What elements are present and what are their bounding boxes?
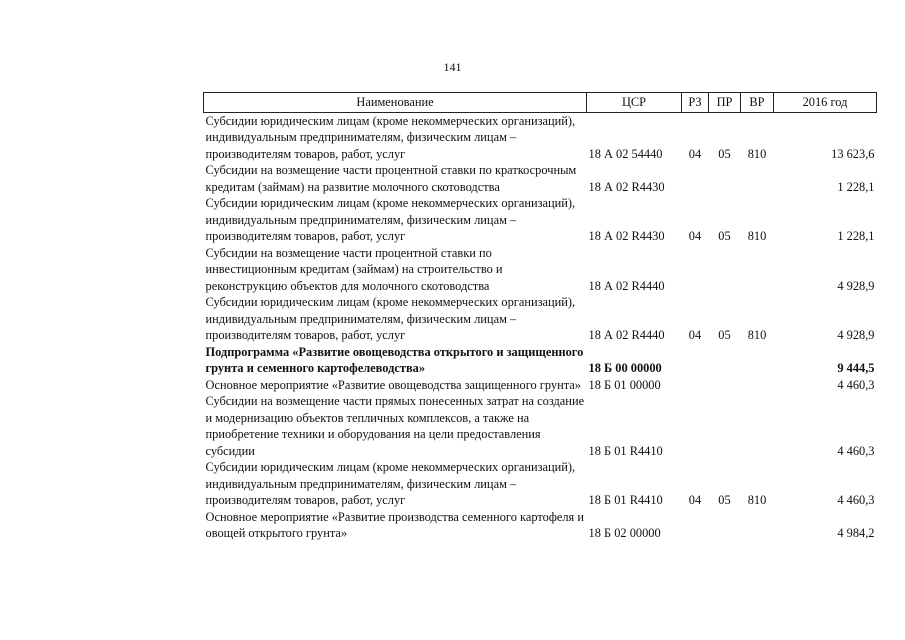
- row-name: Субсидии юридическим лицам (кроме некоммерческих организаций), индивидуальным предпринимателям, физическим лицам – производителям товаров, работ, услуг: [205, 113, 576, 161]
- row-rz: 04: [688, 328, 702, 342]
- row-amount: 1 228,1: [837, 229, 875, 243]
- row-csr: 18 А 02 R4440: [588, 278, 665, 293]
- row-rz: [682, 245, 709, 295]
- header-name: Наименование: [204, 93, 587, 113]
- header-year: 2016 год: [774, 93, 877, 113]
- row-rz: 04: [688, 493, 702, 507]
- row-name: Подпрограмма «Развитие овощеводства открытого и защищенного грунта и семенного картофелеводства»: [205, 344, 584, 375]
- row-csr: 18 Б 00 00000: [588, 361, 662, 375]
- row-pr: 05: [718, 229, 731, 243]
- row-vr: [741, 377, 774, 394]
- row-rz: [682, 377, 709, 394]
- row-pr: [709, 162, 741, 195]
- table-row: [204, 112, 877, 162]
- row-rz: [682, 393, 709, 459]
- header-rz: РЗ: [682, 93, 709, 113]
- row-pr: [709, 377, 741, 394]
- header-csr: ЦСР: [587, 93, 682, 113]
- row-rz: 04: [688, 229, 702, 243]
- row-amount: 4 928,9: [837, 278, 875, 293]
- row-pr: [709, 509, 741, 542]
- row-csr: 18 А 02 54440: [588, 146, 663, 161]
- row-amount: 4 460,3: [837, 493, 875, 507]
- table-row: [204, 195, 877, 245]
- row-vr: [741, 393, 774, 459]
- table-row: [204, 509, 877, 542]
- table-row: [204, 459, 877, 509]
- row-rz: [682, 509, 709, 542]
- row-vr: [741, 162, 774, 195]
- table-row: [204, 377, 877, 394]
- row-name: Субсидии юридическим лицам (кроме некоммерческих организаций), индивидуальным предпринимателям, физическим лицам – производителям товаров, работ, услуг: [205, 196, 576, 243]
- table-row: [204, 294, 877, 344]
- row-name: Субсидии на возмещение части процентной ставки по краткосрочным кредитам (займам) на развитие молочного скотоводства: [205, 163, 577, 194]
- table-row: [204, 162, 877, 195]
- header-vr: ВР: [741, 93, 774, 113]
- row-amount: 1 228,1: [837, 179, 875, 194]
- row-rz: [682, 344, 709, 377]
- row-pr: 05: [718, 328, 731, 342]
- row-vr: 810: [747, 493, 767, 507]
- row-csr: 18 А 02 R4430: [588, 229, 665, 243]
- row-vr: 810: [747, 146, 767, 161]
- row-name: Субсидии юридическим лицам (кроме некоммерческих организаций), индивидуальным предпринимателям, физическим лицам – производителям товаров, работ, услуг: [205, 295, 576, 342]
- table-row: [204, 245, 877, 295]
- row-csr: 18 Б 01 R4410: [588, 493, 663, 507]
- table-header-row: [204, 93, 877, 113]
- row-csr: 18 Б 01 R4410: [588, 443, 663, 458]
- row-vr: [741, 245, 774, 295]
- row-pr: 05: [718, 493, 731, 507]
- row-pr: [709, 393, 741, 459]
- row-amount: 4 984,2: [837, 526, 875, 540]
- table-row: [204, 393, 877, 459]
- row-csr: 18 А 02 R4440: [588, 328, 665, 342]
- row-rz: [682, 162, 709, 195]
- row-amount: 13 623,6: [831, 146, 875, 161]
- row-name: Субсидии юридическим лицам (кроме некоммерческих организаций), индивидуальным предпринимателям, физическим лицам – производителям товаров, работ, услуг: [205, 460, 576, 507]
- row-pr: [709, 344, 741, 377]
- row-csr: 18 Б 01 00000: [588, 377, 661, 392]
- row-amount: 4 460,3: [837, 443, 875, 458]
- row-amount: 9 444,5: [837, 361, 875, 375]
- row-vr: 810: [747, 328, 767, 342]
- row-pr: [709, 245, 741, 295]
- row-name: Субсидии на возмещение части прямых понесенных затрат на создание и модернизацию объектов тепличных комплексов, а также на приобретение техники и оборудования на цели предоставления субсидии: [205, 394, 585, 458]
- row-amount: 4 928,9: [837, 328, 875, 342]
- header-pr: ПР: [709, 93, 741, 113]
- row-vr: 810: [747, 229, 767, 243]
- row-name: Субсидии на возмещение части процентной ставки по инвестиционным кредитам (займам) на строительство и реконструкцию объектов для молочного скотоводства: [205, 245, 503, 293]
- page-number: 141: [443, 60, 462, 74]
- table-row-subprogram: [204, 344, 877, 377]
- row-name: Основное мероприятие «Развитие овощеводства защищенного грунта»: [205, 377, 581, 392]
- row-rz: 04: [688, 146, 702, 161]
- row-csr: 18 Б 02 00000: [588, 526, 661, 540]
- budget-table: [203, 92, 877, 542]
- row-amount: 4 460,3: [837, 377, 875, 392]
- row-name: Основное мероприятие «Развитие производства семенного картофеля и овощей открытого грунта»: [205, 509, 584, 540]
- row-vr: [741, 509, 774, 542]
- row-pr: 05: [718, 146, 731, 161]
- row-csr: 18 А 02 R4430: [588, 179, 665, 194]
- row-vr: [741, 344, 774, 377]
